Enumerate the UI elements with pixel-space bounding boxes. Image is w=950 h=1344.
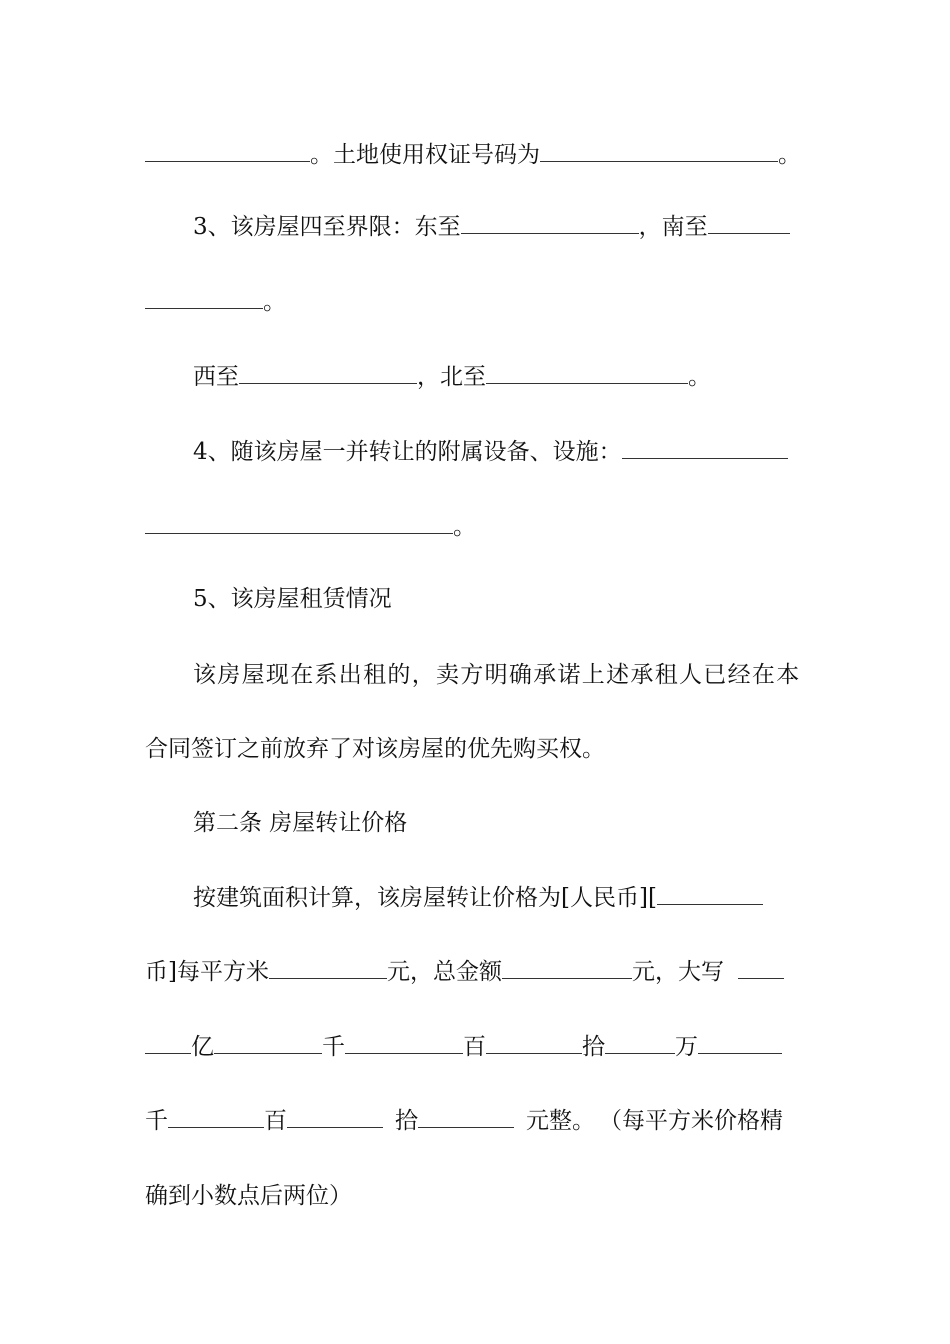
text-segment: （每平方米价格精 xyxy=(599,1108,783,1134)
blank-field[interactable] xyxy=(214,1033,322,1054)
text-segment: 确到小数点后两位） xyxy=(145,1183,352,1209)
attached-facilities-continuation-line xyxy=(145,512,805,542)
boundary-continuation-line xyxy=(145,287,805,317)
boundary-west-north-line xyxy=(193,362,805,392)
price-calculation-line xyxy=(193,883,805,913)
unit-qian: 千 xyxy=(322,1034,345,1060)
text-segment: 币]每平方米 xyxy=(145,959,269,985)
blank-field[interactable] xyxy=(145,1033,191,1054)
attached-facilities-line xyxy=(193,437,805,467)
text-segment: 。 xyxy=(453,514,476,540)
south-boundary-blank[interactable] xyxy=(708,213,790,234)
text-segment: ，南至 xyxy=(638,214,708,240)
blank-field[interactable] xyxy=(168,1107,264,1128)
attached-facilities-blank[interactable] xyxy=(622,438,788,459)
blank-field[interactable] xyxy=(145,141,310,162)
attached-facilities-blank-continued[interactable] xyxy=(145,513,453,534)
text-segment: 西至 xyxy=(193,364,239,390)
unit-price-blank[interactable] xyxy=(269,958,387,979)
currency-type-blank[interactable] xyxy=(657,884,763,905)
amount-in-words-line xyxy=(145,1032,805,1062)
unit-bai: 百 xyxy=(264,1108,287,1134)
price-precision-note xyxy=(145,1181,805,1211)
unit-bai: 百 xyxy=(463,1034,486,1060)
text-segment: 元，总金额 xyxy=(386,959,502,985)
blank-field[interactable] xyxy=(418,1107,514,1128)
amount-in-words-line-2 xyxy=(145,1106,805,1136)
unit-shi: 拾 xyxy=(395,1108,418,1134)
boundary-east-south-line xyxy=(193,212,805,242)
blank-field[interactable] xyxy=(287,1107,383,1128)
text-segment: 按建筑面积计算，该房屋转让价格为[人民币][ xyxy=(193,885,657,911)
text-segment: ，北至 xyxy=(417,364,486,390)
text-segment: 元，大写 xyxy=(631,959,724,985)
east-boundary-blank[interactable] xyxy=(461,213,639,234)
text-segment: 该房屋现在系出租的，卖方明确承诺上述承租人已经在本 xyxy=(193,662,801,688)
text-segment: 元整。 xyxy=(526,1108,595,1134)
lease-status-paragraph-line xyxy=(193,660,805,690)
text-segment: 。 xyxy=(263,289,286,315)
price-amount-line xyxy=(145,957,805,987)
text-segment: 。 xyxy=(778,142,801,168)
unit-shi: 拾 xyxy=(582,1034,605,1060)
article-heading: 第二条 房屋转让价格 xyxy=(193,810,408,836)
land-certificate-number-blank[interactable] xyxy=(540,141,778,162)
unit-qian: 千 xyxy=(145,1108,168,1134)
unit-wan: 万 xyxy=(675,1034,698,1060)
blank-field[interactable] xyxy=(345,1033,463,1054)
text-segment: 合同签订之前放弃了对该房屋的优先购买权。 xyxy=(145,736,605,762)
lease-status-heading xyxy=(193,584,805,614)
article-two-heading xyxy=(193,808,805,838)
blank-field[interactable] xyxy=(486,1033,582,1054)
south-boundary-blank-continued[interactable] xyxy=(145,288,263,309)
text-segment: 4、随该房屋一并转让的附属设备、设施： xyxy=(193,439,622,465)
north-boundary-blank[interactable] xyxy=(486,363,688,384)
text-segment: 。土地使用权证号码为 xyxy=(310,142,540,168)
land-certificate-line xyxy=(145,140,805,170)
total-amount-blank[interactable] xyxy=(502,958,632,979)
lease-status-paragraph-line-2 xyxy=(145,734,805,764)
west-boundary-blank[interactable] xyxy=(239,363,417,384)
text-segment: 5、该房屋租赁情况 xyxy=(193,586,392,612)
text-segment: 。 xyxy=(688,364,711,390)
text-segment: 3、该房屋四至界限：东至 xyxy=(193,214,461,240)
unit-yi: 亿 xyxy=(191,1034,214,1060)
blank-field[interactable] xyxy=(698,1033,782,1054)
amount-in-words-blank[interactable] xyxy=(738,958,784,979)
blank-field[interactable] xyxy=(605,1033,675,1054)
